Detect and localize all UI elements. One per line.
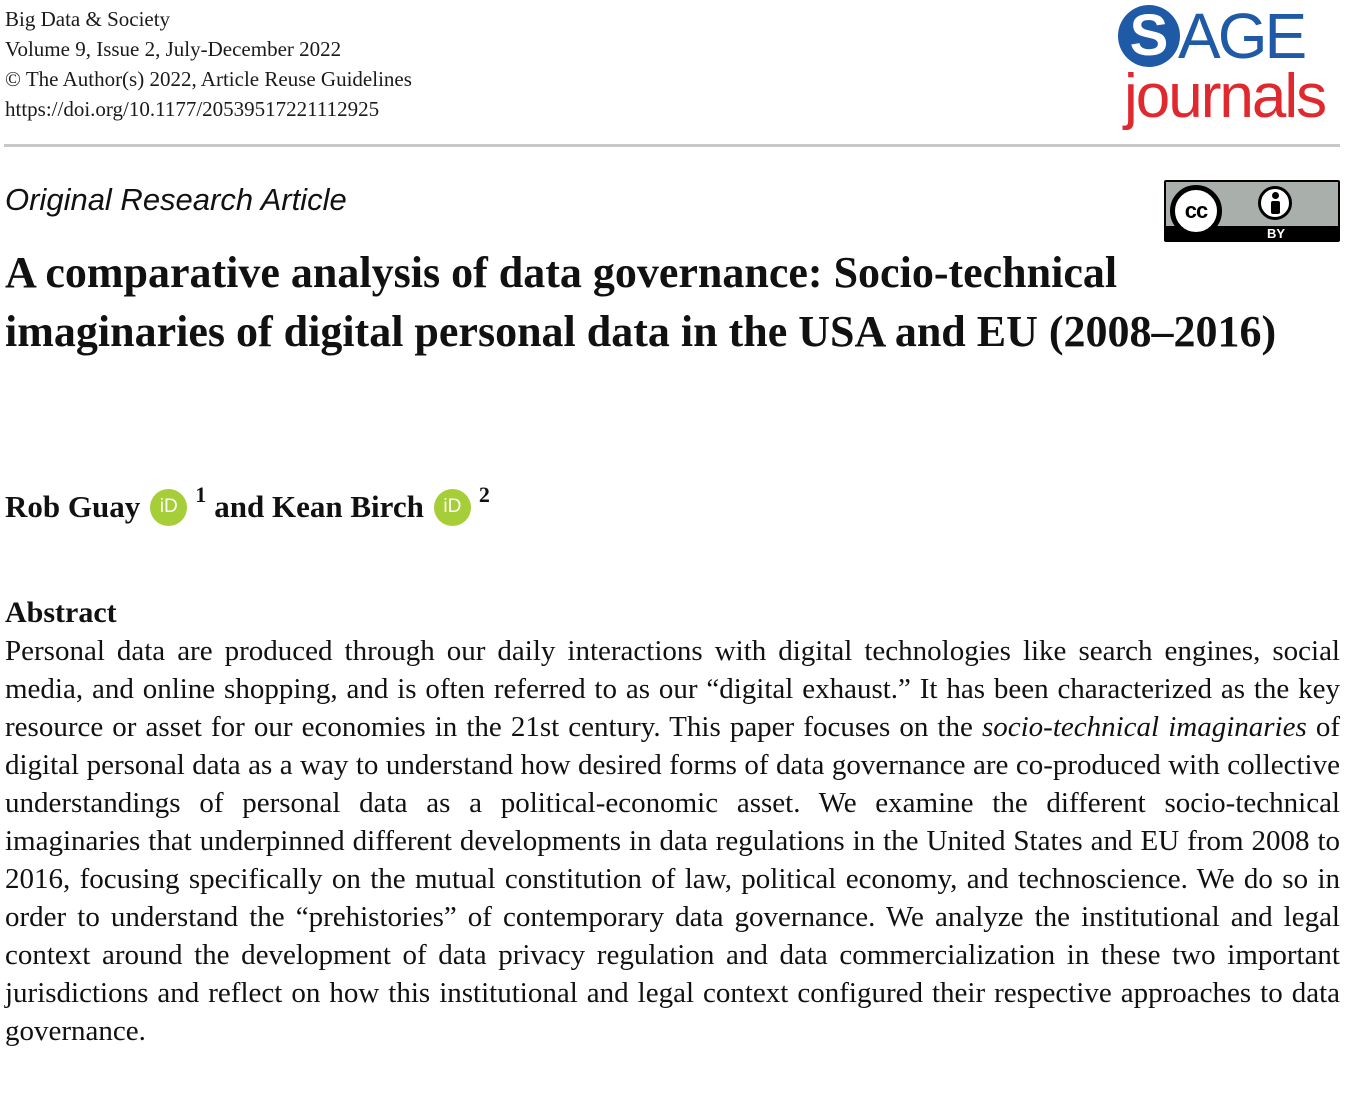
affiliation-marker[interactable]: 2 xyxy=(478,482,490,507)
affiliation-marker[interactable]: 1 xyxy=(195,482,207,507)
author-name[interactable]: Kean Birch xyxy=(271,489,424,524)
by-label: BY xyxy=(1266,226,1286,241)
abstract-text xyxy=(5,632,1340,1050)
article-title: A comparative analysis of data governance: Socio-technical imaginaries of digital personal data in the USA and EU (2008–2016) xyxy=(5,248,1277,356)
sage-journals-logo[interactable] xyxy=(1118,0,1344,134)
sage-s-icon: S xyxy=(1118,5,1180,67)
abstract-emphasis: socio-technical imaginaries xyxy=(981,711,1307,743)
orcid-icon[interactable]: iD xyxy=(434,489,471,526)
abstract-text-part: Personal data are produced through our daily interactions with digital technologies like search engines, social media, and online shopping, and is often referred to as our “digital exhaust.” It has been characterized as the key resource or asset for our economies in the 21st century. This paper focuses on the xyxy=(5,635,1340,743)
attribution-icon xyxy=(1258,186,1292,220)
sage-wordmark: AGE xyxy=(1178,0,1305,72)
journal-name[interactable]: Big Data & Society xyxy=(5,7,171,31)
author-list xyxy=(5,482,498,529)
abstract-text-part: of digital personal data as a way to understand how desired forms of data governance are co-produced with collective understandings of personal data as a political-economic asset. We examine the different socio-technical imaginaries that underpinned different developments in data regulations in the United States and EU from 2008 to 2016, focusing specifically on the mutual constitution of law, political economy, and technoscience. We do so in order to understand the “prehistories” of contemporary data governance. We analyze the institutional and legal context around the development of data privacy regulation and data commercialization in these two important jurisdictions and reflect on how this institutional and legal context configured their respective approaches to data governance. xyxy=(5,711,1340,1047)
doi-link[interactable]: https://doi.org/10.1177/20539517221112925 xyxy=(5,97,380,121)
journals-wordmark: journals xyxy=(1124,62,1326,131)
author-name[interactable]: Rob Guay xyxy=(5,489,141,524)
journal-issue[interactable]: Volume 9, Issue 2, July-December 2022 xyxy=(5,37,342,61)
copyright-line[interactable]: © The Author(s) 2022, Article Reuse Guidelines xyxy=(5,67,412,91)
abstract-heading: Abstract xyxy=(5,596,117,629)
orcid-icon[interactable]: iD xyxy=(150,489,187,526)
header-divider xyxy=(4,144,1340,147)
cc-by-license-badge[interactable] xyxy=(1164,180,1340,242)
article-type: Original Research Article xyxy=(5,182,347,217)
creative-commons-icon: cc xyxy=(1170,185,1222,237)
author-connector: and xyxy=(214,489,265,524)
journal-meta xyxy=(5,4,412,124)
